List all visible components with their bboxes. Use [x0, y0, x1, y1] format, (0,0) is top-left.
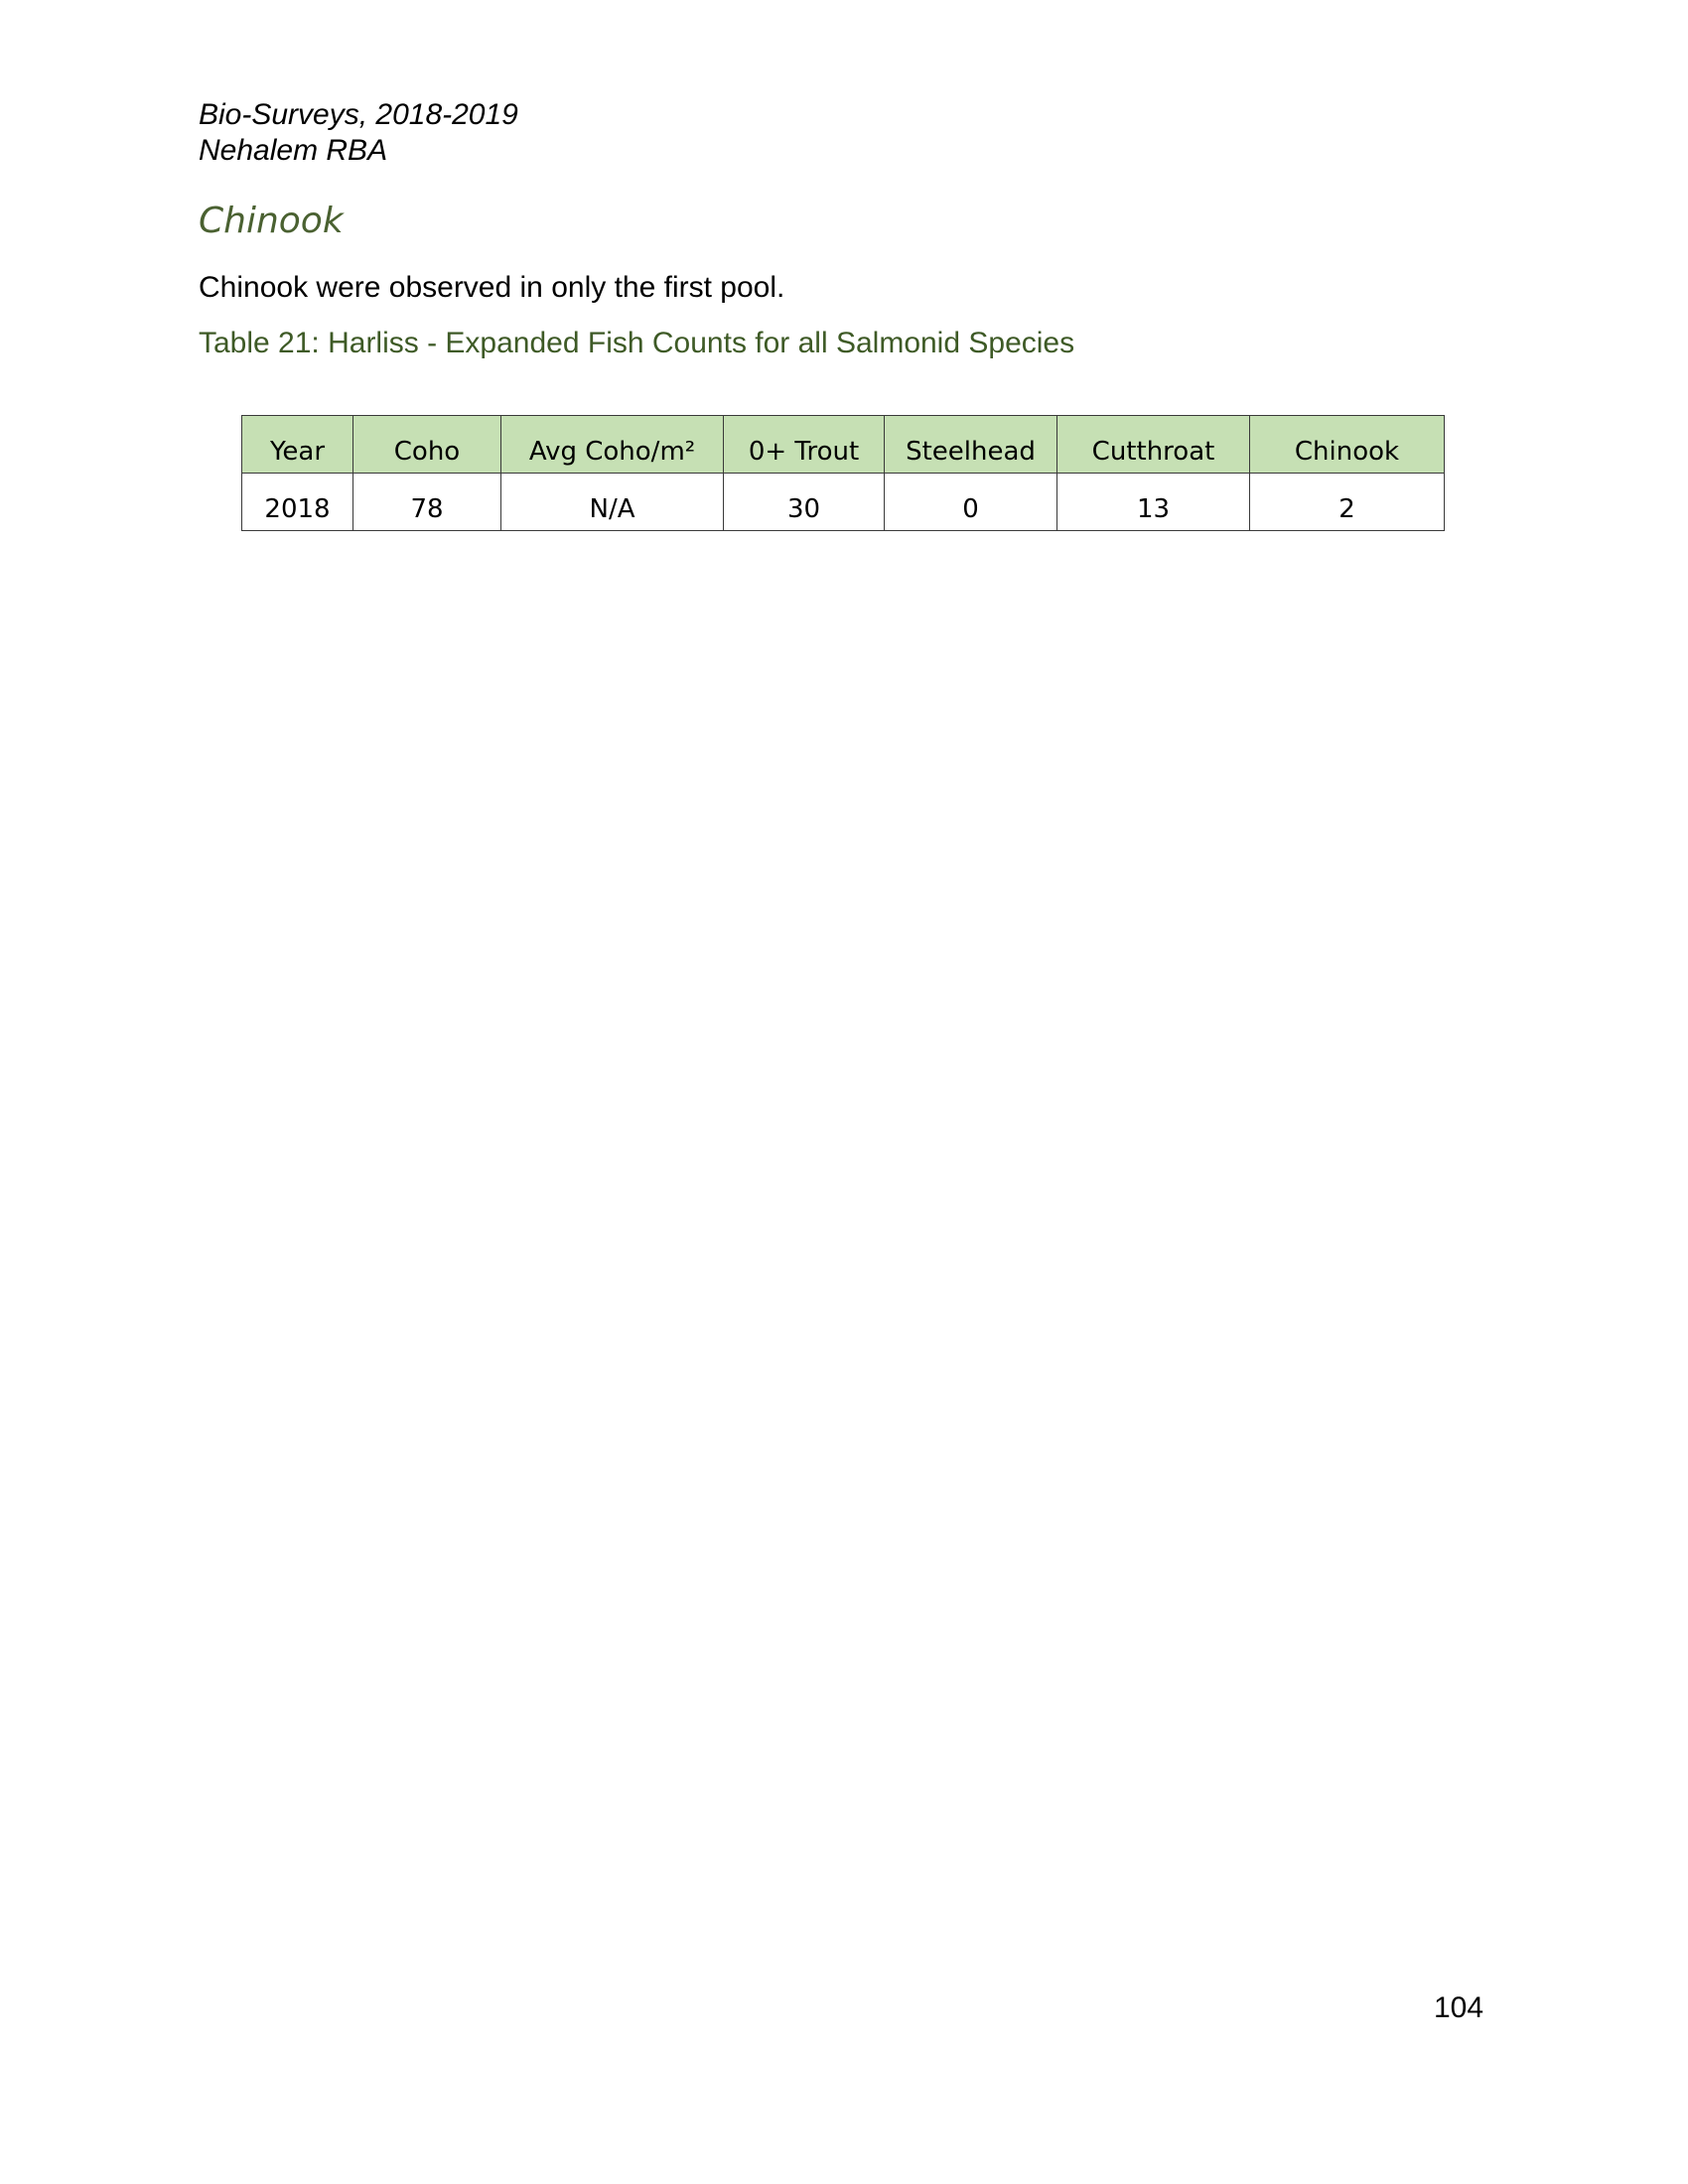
cell-year: 2018: [242, 474, 353, 531]
cell-steelhead: 0: [885, 474, 1057, 531]
section-heading: Chinook: [199, 201, 344, 241]
column-header-coho: Coho: [353, 416, 501, 474]
column-header-avg-coho: Avg Coho/m²: [501, 416, 724, 474]
column-header-chinook: Chinook: [1250, 416, 1445, 474]
page-number: 104: [1434, 1991, 1484, 2024]
cell-avg-coho: N/A: [501, 474, 724, 531]
column-header-trout: 0+ Trout: [724, 416, 885, 474]
cell-cutthroat: 13: [1057, 474, 1250, 531]
body-paragraph: Chinook were observed in only the first pool.: [199, 271, 785, 304]
header-subtitle: Nehalem RBA: [199, 134, 388, 167]
table-header-row: [242, 416, 1445, 474]
column-header-steelhead: Steelhead: [885, 416, 1057, 474]
page-header: [199, 97, 518, 169]
cell-chinook: 2: [1250, 474, 1445, 531]
cell-trout: 30: [724, 474, 885, 531]
table-row: [242, 474, 1445, 531]
cell-coho: 78: [353, 474, 501, 531]
column-header-year: Year: [242, 416, 353, 474]
fish-counts-table: [241, 415, 1445, 531]
header-title: Bio-Surveys, 2018-2019: [199, 98, 518, 131]
column-header-cutthroat: Cutthroat: [1057, 416, 1250, 474]
table-caption: Table 21: Harliss - Expanded Fish Counts for all Salmonid Species: [199, 327, 1075, 359]
